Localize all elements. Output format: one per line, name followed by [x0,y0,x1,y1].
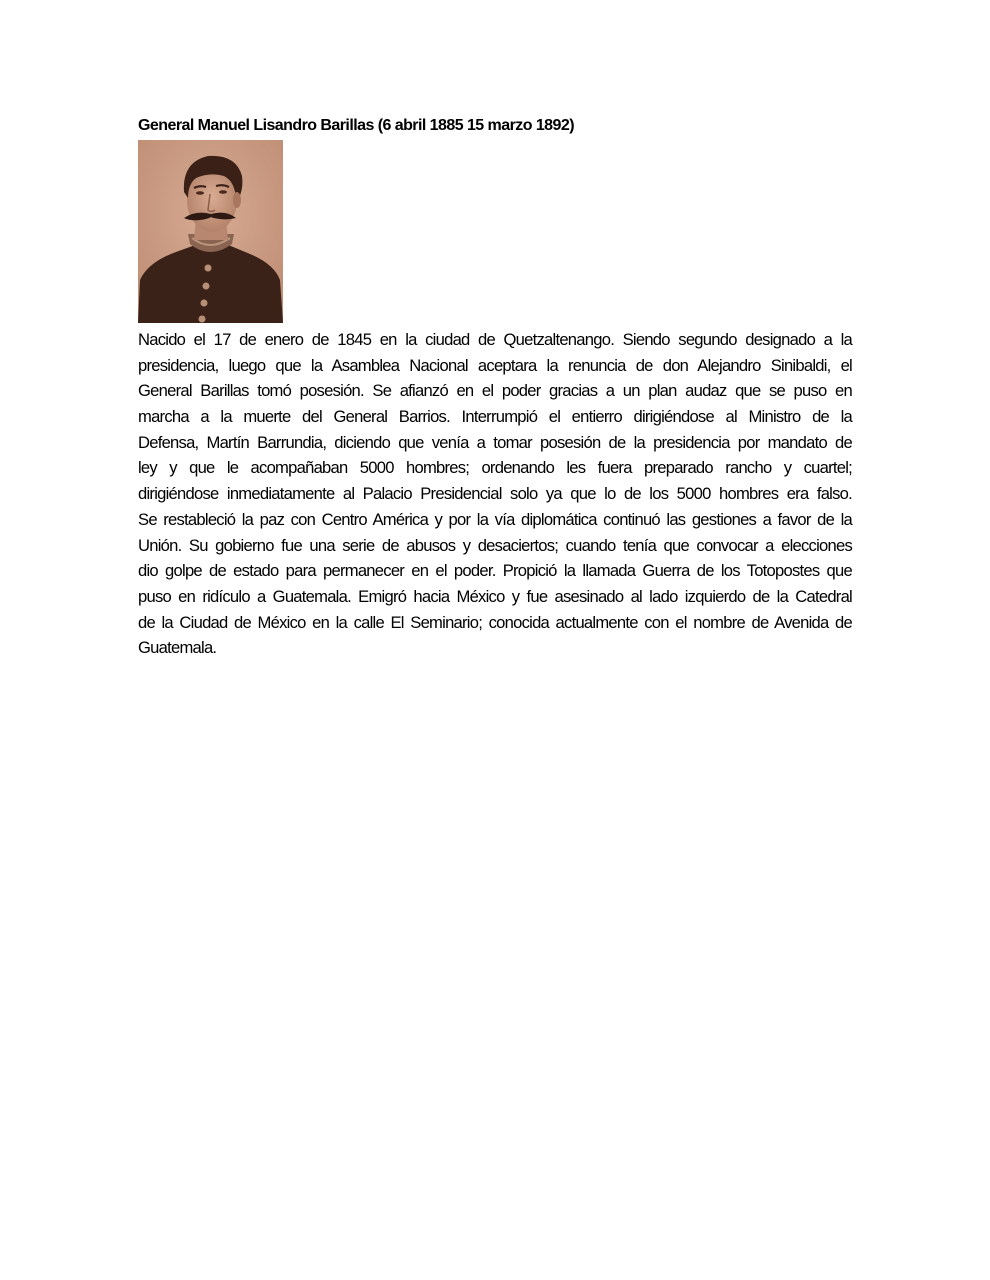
paragraph-line: ley y que le acompañaban 5000 hombres; ordenando les fuera preparado rancho y cuartel; [138,458,852,478]
paragraph-line: Nacido el 17 de enero de 1845 en la ciudad de Quetzaltenango. Siendo segundo designado a la [138,330,852,349]
paragraph-line: de la Ciudad de México en la calle El Seminario; conocida actualmente con el nombre de Avenida de [138,612,852,632]
paragraph-line: puso en ridículo a Guatemala. Emigró hacia México y fue asesinado al lado izquierdo de la Catedral [138,586,852,606]
paragraph-line: General Barillas tomó posesión. Se afianzó en el poder gracias a un plan audaz que se puso en [138,381,852,401]
paragraph-line: Defensa, Martín Barrundia, diciendo que venía a tomar posesión de la presidencia por mandato de [138,432,852,452]
paragraph-line: dio golpe de estado para permanecer en el poder. Propició la llamada Guerra de los Totopostes que [138,561,852,581]
paragraph-line: Unión. Su gobierno fue una serie de abusos y desaciertos; cuando tenía que convocar a elecciones [138,535,852,555]
portrait-image [138,140,283,323]
paragraph-line: marcha a la muerte del General Barrios. Interrumpió el entierro dirigiéndose al Ministro de la [138,407,852,427]
paragraph-line: presidencia, luego que la Asamblea Nacional aceptara la renuncia de don Alejandro Sinibaldi, el [138,355,852,375]
paragraph-line: Se restableció la paz con Centro América y por la vía diplomática continuó las gestiones a favor de la [138,509,852,529]
portrait-illustration-icon [138,140,283,323]
paragraph-line: Guatemala. [138,638,217,658]
biography-paragraph [138,327,852,661]
document-title: General Manuel Lisandro Barillas (6 abril 1885 15 marzo 1892) [138,117,574,134]
paragraph-line: dirigiéndose inmediatamente al Palacio Presidencial solo ya que lo de los 5000 hombres era falso. [138,484,852,504]
